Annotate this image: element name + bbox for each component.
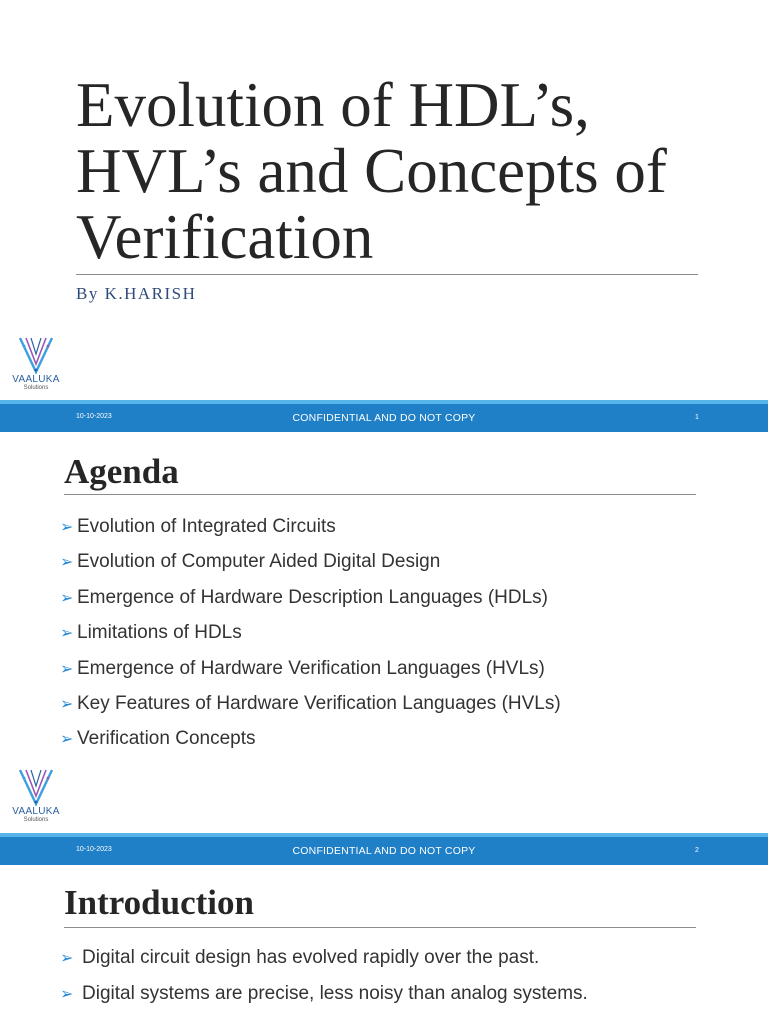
introduction-slide [0, 865, 768, 1024]
list-item [60, 983, 588, 1019]
heading-divider [64, 927, 696, 928]
footer-confidential: CONFIDENTIAL AND DO NOT COPY [292, 412, 476, 424]
list-item-text: Digital systems are precise, less noisy than analog systems. [82, 982, 588, 1004]
agenda-slide [0, 432, 768, 865]
list-item [60, 516, 561, 551]
footer-confidential: CONFIDENTIAL AND DO NOT COPY [292, 845, 476, 857]
list-item-text: Emergence of Hardware Verification Languages (HVLs) [77, 657, 545, 679]
company-logo [8, 336, 64, 398]
list-item [60, 622, 561, 657]
logo-subtitle: Solutions [23, 385, 49, 391]
introduction-heading: Introduction [64, 883, 254, 922]
arrow-bullet-icon: ➢ [60, 731, 74, 749]
footer-bar [0, 400, 768, 432]
vaaluka-v-logo-icon [16, 768, 56, 806]
list-item-text: Evolution of Computer Aided Digital Design [77, 551, 441, 573]
list-item [60, 658, 561, 693]
agenda-heading: Agenda [64, 452, 179, 491]
footer-bar [0, 833, 768, 865]
footer-date: 10-10-2023 [76, 846, 112, 853]
list-item-text: Emergence of Hardware Description Languages (HDLs) [77, 586, 549, 608]
list-item [60, 551, 561, 586]
arrow-bullet-icon: ➢ [60, 589, 74, 607]
slide-title: Evolution of HDL’s, HVL’s and Concepts of Verification [76, 70, 667, 272]
title-divider [76, 274, 698, 275]
introduction-list [60, 947, 588, 1018]
arrow-bullet-icon: ➢ [60, 519, 74, 536]
arrow-bullet-icon: ➢ [60, 625, 74, 643]
arrow-bullet-icon: ➢ [60, 695, 74, 713]
arrow-bullet-icon: ➢ [60, 660, 74, 678]
author-byline: By K.HARISH [76, 284, 197, 303]
list-item [60, 947, 588, 983]
logo-wordmark: VAALUKA [12, 374, 60, 385]
list-item-text: Key Features of Hardware Verification Languages (HVLs) [77, 692, 561, 714]
arrow-bullet-icon: ➢ [60, 950, 74, 967]
list-item-text: Limitations of HDLs [77, 622, 242, 644]
footer-page-number: 2 [695, 847, 699, 854]
vaaluka-v-logo-icon [16, 336, 56, 374]
logo-subtitle: Solutions [23, 817, 49, 823]
title-slide [0, 0, 768, 432]
arrow-bullet-icon: ➢ [60, 985, 74, 1003]
agenda-list [60, 516, 561, 764]
list-item [60, 728, 561, 763]
logo-wordmark: VAALUKA [12, 806, 60, 817]
list-item-text: Verification Concepts [77, 728, 256, 750]
list-item [60, 693, 561, 728]
list-item-text: Evolution of Integrated Circuits [77, 516, 336, 537]
footer-page-number: 1 [695, 414, 699, 421]
company-logo [8, 768, 64, 830]
list-item [60, 587, 561, 622]
footer-date: 10-10-2023 [76, 413, 112, 420]
list-item-text: Digital circuit design has evolved rapidly over the past. [82, 947, 540, 968]
arrow-bullet-icon: ➢ [60, 554, 74, 572]
heading-divider [64, 494, 696, 495]
